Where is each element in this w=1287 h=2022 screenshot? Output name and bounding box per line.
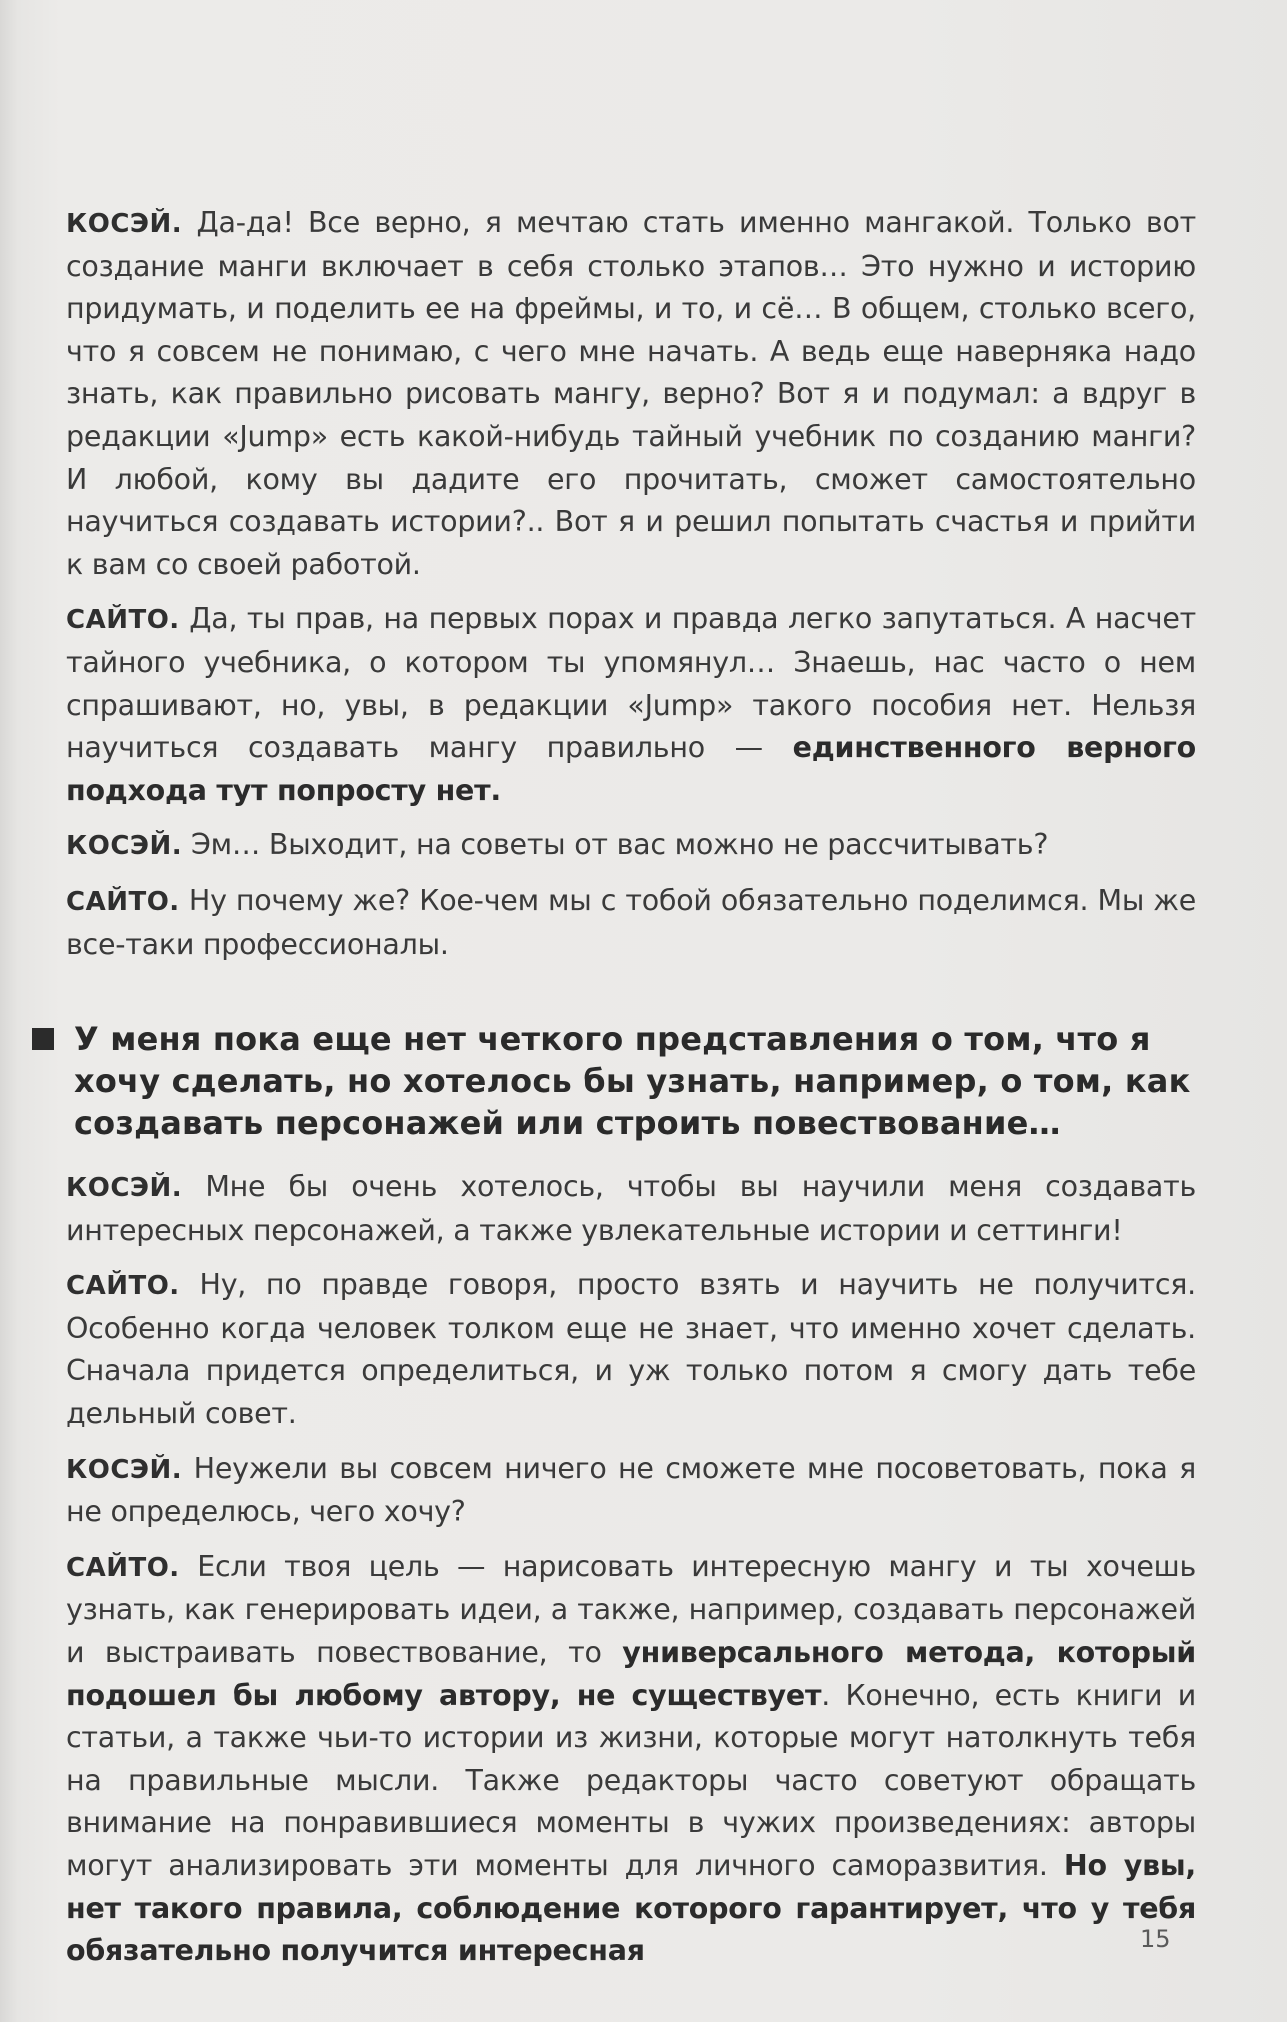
bold-emphasis: универсального метода, который подошел бы любому автору, не существует: [66, 1636, 1197, 1712]
dialogue-text: Если твоя цель — нарисовать интересную мангу и ты хочешь узнать, как генерировать идеи, а также, например, создавать персонажей и выстраивать повествование, то: [66, 1549, 1196, 1670]
speaker-label: САЙТО.: [66, 605, 180, 636]
speaker-label: КОСЭЙ.: [66, 831, 183, 862]
dialogue-paragraph: [66, 1546, 1196, 1973]
dialogue-paragraph: [66, 1264, 1196, 1435]
speaker-label: САЙТО.: [66, 886, 180, 917]
dialogue-text: Ну почему же? Кое-чем мы с тобой обязательно поделимся. Мы же все-таки профессионалы.: [66, 883, 1196, 961]
speaker-label: КОСЭЙ.: [66, 1454, 183, 1485]
speaker-label: КОСЭЙ.: [66, 209, 183, 239]
dialogue-text: Ну, по правде говоря, просто взять и научить не получится. Особенно когда человек толком еще не знает, что именно хочет сделать. Сначала придется определиться, и уж только потом я смогу дать тебе дельный совет.: [66, 1268, 1196, 1431]
dialogue-paragraph: [66, 1166, 1196, 1252]
section-heading: [66, 1018, 1196, 1144]
speaker-label: САЙТО.: [66, 1552, 180, 1583]
dialogue-paragraph: [66, 880, 1196, 966]
page-text-body: [66, 202, 1196, 1985]
dialogue-paragraph: [66, 1448, 1196, 1534]
speaker-label: САЙТО.: [66, 1271, 180, 1302]
dialogue-text: . Конечно, есть книги и статьи, а также чьи-то истории из жизни, которые могут натолкнуть тебя на правильные мысли. Также редакторы часто советуют обращать внимание на понравившиеся моменты в чужих произведениях: авторы могут анализировать эти моменты для личного саморазвития.: [66, 1678, 1196, 1882]
dialogue-text: Мне бы очень хотелось, чтобы вы научили меня создавать интересных персонажей, а также увлекательные истории и сеттинги!: [66, 1170, 1196, 1247]
section-heading-text: У меня пока еще нет четкого представления о том, что я хочу сделать, но хотелось бы узнать, например, о том, как создавать персонажей или строить повествование…: [74, 1020, 1191, 1143]
bold-emphasis: Но увы, нет такого правила, соблюдение которого гарантирует, что у тебя обязательно получится интересная: [66, 1849, 1196, 1968]
dialogue-paragraph: [66, 824, 1196, 868]
dialogue-text: Да, ты прав, на первых порах и правда легко запутаться. А насчет тайного учебника, о котором ты упомянул… Знаешь, нас часто о нем спрашивают, но, увы, в редакции «Jump» такого пособия нет. Нельзя научиться создавать мангу правильно —: [66, 602, 1196, 765]
dialogue-paragraph: [66, 598, 1196, 812]
speaker-label: КОСЭЙ.: [66, 1173, 183, 1204]
dialogue-text: Да-да! Все верно, я мечтаю стать именно мангакой. Только вот создание манги включает в себя столько этапов… Это нужно и историю придумать, и поделить ее на фреймы, и то, и сё… В общем, столько всего, что я совсем не понимаю, с чего мне начать. А ведь еще наверняка надо знать, как правильно рисовать мангу, верно? Вот я и подумал: а вдруг в редакции «Jump» есть какой-нибудь тайный учебник по созданию манги? И любой, кому вы дадите его прочитать, сможет самостоятельно научиться создавать истории?.. Вот я и решил попытать счастья и прийти к вам со своей работой.: [66, 206, 1196, 581]
dialogue-text: Эм… Выходит, на советы от вас можно не рассчитывать?: [182, 828, 1049, 862]
bold-emphasis: единственного верного подхода тут попросту нет.: [66, 731, 1196, 807]
dialogue-text: Неужели вы совсем ничего не сможете мне посоветовать, пока я не определюсь, чего хочу?: [66, 1451, 1196, 1529]
dialogue-paragraph: [66, 202, 1196, 586]
square-bullet-icon: [32, 1028, 54, 1050]
page-number: 15: [1140, 1925, 1171, 1953]
